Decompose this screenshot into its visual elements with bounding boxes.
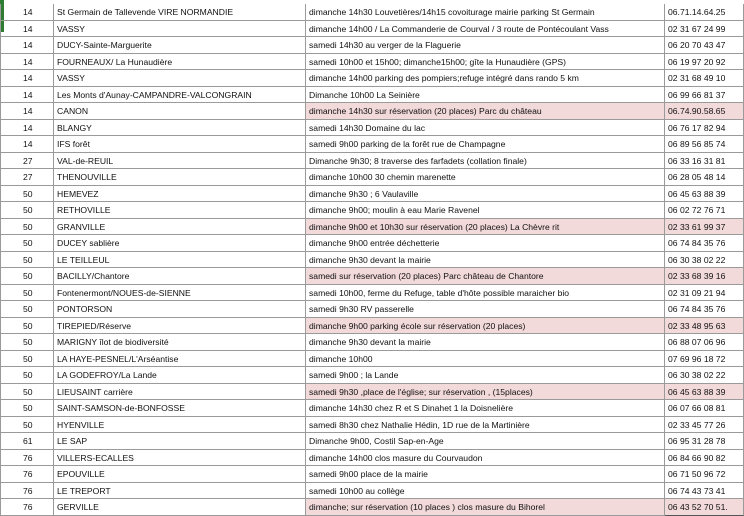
cell-schedule[interactable]: samedi 9h00 ; la Lande xyxy=(306,367,665,384)
cell-department[interactable]: 50 xyxy=(0,351,54,368)
cell-location[interactable]: HYENVILLE xyxy=(54,417,306,434)
cell-schedule[interactable]: dimanche 14h30 sur réservation (20 places) Parc du château xyxy=(306,103,665,120)
cell-department[interactable]: 14 xyxy=(0,136,54,153)
table-row xyxy=(0,87,744,104)
cell-location[interactable]: VILLERS-ECALLES xyxy=(54,450,306,467)
table-row xyxy=(0,285,744,302)
table-row xyxy=(0,301,744,318)
cell-schedule[interactable]: samedi 10h00 au collège xyxy=(306,483,665,500)
cell-location[interactable]: HEMEVEZ xyxy=(54,186,306,203)
cell-phone[interactable]: 02 33 48 95 63 xyxy=(665,318,744,335)
table-row xyxy=(0,483,744,500)
cell-phone[interactable]: 06 74 84 35 76 xyxy=(665,301,744,318)
cell-department[interactable]: 27 xyxy=(0,153,54,170)
table-row xyxy=(0,219,744,236)
table-row xyxy=(0,400,744,417)
cell-schedule[interactable]: dimanche 14h30 chez R et S Dinahet 1 la Doisnelière xyxy=(306,400,665,417)
cell-department[interactable]: 50 xyxy=(0,235,54,252)
cell-phone[interactable]: 06 07 66 08 81 xyxy=(665,400,744,417)
cell-phone[interactable]: 06 30 38 02 22 xyxy=(665,367,744,384)
cell-location[interactable]: LIEUSAINT carrière xyxy=(54,384,306,401)
table-row xyxy=(0,466,744,483)
cell-schedule[interactable]: samedi 9h00 parking de la forêt rue de Champagne xyxy=(306,136,665,153)
cell-department[interactable]: 14 xyxy=(0,70,54,87)
cell-location[interactable]: LA GODEFROY/La Lande xyxy=(54,367,306,384)
cell-schedule[interactable]: Dimanche 9h30; 8 traverse des farfadets (collation finale) xyxy=(306,153,665,170)
table-row xyxy=(0,186,744,203)
cell-department[interactable]: 50 xyxy=(0,400,54,417)
cell-phone[interactable]: 06 19 97 20 92 xyxy=(665,54,744,71)
table-row xyxy=(0,384,744,401)
cell-location[interactable]: VASSY xyxy=(54,21,306,38)
cell-schedule[interactable]: dimanche 14h00 clos masure du Courvaudon xyxy=(306,450,665,467)
cell-phone[interactable]: 06 02 72 76 71 xyxy=(665,202,744,219)
cell-location[interactable]: GRANVILLE xyxy=(54,219,306,236)
cell-department[interactable]: 50 xyxy=(0,417,54,434)
cell-location[interactable]: Les Monts d'Aunay-CAMPANDRE-VALCONGRAIN xyxy=(54,87,306,104)
cell-location[interactable]: LE TEILLEUL xyxy=(54,252,306,269)
table-row xyxy=(0,252,744,269)
table-row xyxy=(0,21,744,38)
cell-phone[interactable]: 06.74.90.58.65 xyxy=(665,103,744,120)
cell-phone[interactable]: 02 31 67 24 99 xyxy=(665,21,744,38)
cell-department[interactable]: 14 xyxy=(0,87,54,104)
table-row xyxy=(0,417,744,434)
cell-schedule[interactable]: dimanche 10h00 30 chemin marenette xyxy=(306,169,665,186)
table-row xyxy=(0,169,744,186)
cell-department[interactable]: 50 xyxy=(0,268,54,285)
table-row xyxy=(0,4,744,21)
cell-location[interactable]: RETHOVILLE xyxy=(54,202,306,219)
table-row xyxy=(0,37,744,54)
cell-location[interactable]: EPOUVILLE xyxy=(54,466,306,483)
cell-department[interactable]: 27 xyxy=(0,169,54,186)
cell-schedule[interactable]: dimanche; sur réservation (10 places ) clos masure du Bihorel xyxy=(306,499,665,516)
cell-location[interactable]: CANON xyxy=(54,103,306,120)
cell-schedule[interactable]: samedi 9h30 RV passerelle xyxy=(306,301,665,318)
cell-phone[interactable]: 02 33 61 99 37 xyxy=(665,219,744,236)
table-row xyxy=(0,433,744,450)
table-row xyxy=(0,367,744,384)
cell-location[interactable]: FOURNEAUX/ La Hunaudière xyxy=(54,54,306,71)
cell-department[interactable]: 14 xyxy=(0,103,54,120)
cell-phone[interactable]: 06 88 07 06 96 xyxy=(665,334,744,351)
table-row xyxy=(0,202,744,219)
cell-location[interactable]: DUCEY sablière xyxy=(54,235,306,252)
cell-schedule[interactable]: dimanche 14h00 / La Commanderie de Courval / 3 route de Pontécoulant Vass xyxy=(306,21,665,38)
cell-location[interactable]: Fontenermont/NOUES-de-SIENNE xyxy=(54,285,306,302)
cell-location[interactable]: SAINT-SAMSON-de-BONFOSSE xyxy=(54,400,306,417)
cell-location[interactable]: IFS forêt xyxy=(54,136,306,153)
cell-department[interactable]: 76 xyxy=(0,450,54,467)
cell-department[interactable]: 50 xyxy=(0,301,54,318)
cell-department[interactable]: 14 xyxy=(0,4,54,21)
table-row xyxy=(0,351,744,368)
cell-schedule[interactable]: dimanche 14h30 Louvetières/14h15 covoiturage mairie parking St Germain xyxy=(306,4,665,21)
cell-location[interactable]: VAL-de-REUIL xyxy=(54,153,306,170)
cell-department[interactable]: 50 xyxy=(0,186,54,203)
cell-location[interactable]: LA HAYE-PESNEL/L'Arséantise xyxy=(54,351,306,368)
cell-phone[interactable]: 02 33 68 39 16 xyxy=(665,268,744,285)
cell-phone[interactable]: 06 95 31 28 78 xyxy=(665,433,744,450)
cell-schedule[interactable]: samedi 8h30 chez Nathalie Hédin, 1D rue de la Martinière xyxy=(306,417,665,434)
cell-phone[interactable]: 06 71 50 96 72 xyxy=(665,466,744,483)
cell-schedule[interactable]: samedi 14h30 Domaine du lac xyxy=(306,120,665,137)
table-row xyxy=(0,235,744,252)
cell-schedule[interactable]: dimanche 9h00 et 10h30 sur réservation (20 places) La Chèvre rit xyxy=(306,219,665,236)
cell-phone[interactable]: 06 45 63 88 39 xyxy=(665,384,744,401)
cell-schedule[interactable]: dimanche 9h00 parking école sur réservation (20 places) xyxy=(306,318,665,335)
cell-phone[interactable]: 02 31 09 21 94 xyxy=(665,285,744,302)
cell-phone[interactable]: 06 28 05 48 14 xyxy=(665,169,744,186)
cell-phone[interactable]: 06.71.14.64.25 xyxy=(665,4,744,21)
cell-department[interactable]: 50 xyxy=(0,318,54,335)
table-row xyxy=(0,334,744,351)
cell-location[interactable]: PONTORSON xyxy=(54,301,306,318)
cell-phone[interactable]: 06 74 43 73 41 xyxy=(665,483,744,500)
cell-phone[interactable]: 06 89 56 85 74 xyxy=(665,136,744,153)
cell-schedule[interactable]: samedi 9h00 place de la mairie xyxy=(306,466,665,483)
cell-department[interactable]: 50 xyxy=(0,202,54,219)
cell-location[interactable]: BLANGY xyxy=(54,120,306,137)
cell-location[interactable]: TIREPIED/Réserve xyxy=(54,318,306,335)
cell-department[interactable]: 14 xyxy=(0,21,54,38)
table-row xyxy=(0,54,744,71)
cell-schedule[interactable]: samedi 9h30 ,place de l'église; sur réservation , (15places) xyxy=(306,384,665,401)
cell-department[interactable]: 50 xyxy=(0,219,54,236)
table-row xyxy=(0,153,744,170)
table-row xyxy=(0,318,744,335)
cell-department[interactable]: 14 xyxy=(0,120,54,137)
cell-schedule[interactable]: dimanche 9h00 entrée déchetterie xyxy=(306,235,665,252)
table-row xyxy=(0,103,744,120)
cell-phone[interactable]: 06 99 66 81 37 xyxy=(665,87,744,104)
table-row xyxy=(0,70,744,87)
cell-department[interactable]: 61 xyxy=(0,433,54,450)
cell-schedule[interactable]: Dimanche 10h00 La Seinière xyxy=(306,87,665,104)
cell-department[interactable]: 76 xyxy=(0,499,54,516)
cell-schedule[interactable]: samedi 10h00 et 15h00; dimanche15h00; gîte la Hunaudière (GPS) xyxy=(306,54,665,71)
cell-phone[interactable]: 06 45 63 88 39 xyxy=(665,186,744,203)
table-row xyxy=(0,136,744,153)
cell-schedule[interactable]: dimanche 9h30 devant la mairie xyxy=(306,334,665,351)
cell-phone[interactable]: 06 74 84 35 76 xyxy=(665,235,744,252)
cell-phone[interactable]: 06 30 38 02 22 xyxy=(665,252,744,269)
table-row xyxy=(0,499,744,516)
cell-phone[interactable]: 02 31 68 49 10 xyxy=(665,70,744,87)
cell-phone[interactable]: 07 69 96 18 72 xyxy=(665,351,744,368)
cell-department[interactable]: 14 xyxy=(0,54,54,71)
cell-schedule[interactable]: dimanche 9h00; moulin à eau Marie Ravenel xyxy=(306,202,665,219)
cell-phone[interactable]: 06 43 52 70 51. xyxy=(665,499,744,516)
cell-phone[interactable]: 06 20 70 43 47 xyxy=(665,37,744,54)
cell-phone[interactable]: 06 76 17 82 94 xyxy=(665,120,744,137)
cell-department[interactable]: 76 xyxy=(0,466,54,483)
cell-department[interactable]: 50 xyxy=(0,334,54,351)
cell-schedule[interactable]: samedi sur réservation (20 places) Parc château de Chantore xyxy=(306,268,665,285)
cell-location[interactable]: VASSY xyxy=(54,70,306,87)
cell-department[interactable]: 50 xyxy=(0,367,54,384)
cell-phone[interactable]: 06 33 16 31 81 xyxy=(665,153,744,170)
cell-location[interactable]: LE TREPORT xyxy=(54,483,306,500)
cell-location[interactable]: St Germain de Tallevende VIRE NORMANDIE xyxy=(54,4,306,21)
cell-schedule[interactable]: Dimanche 9h00, Costil Sap-en-Age xyxy=(306,433,665,450)
cell-schedule[interactable]: dimanche 9h30 ; 6 Vaulaville xyxy=(306,186,665,203)
cell-schedule[interactable]: dimanche 9h30 devant la mairie xyxy=(306,252,665,269)
table-row xyxy=(0,450,744,467)
cell-schedule[interactable]: samedi 10h00, ferme du Refuge, table d'hôte possible maraicher bio xyxy=(306,285,665,302)
cell-location[interactable]: LE SAP xyxy=(54,433,306,450)
cell-phone[interactable]: 02 33 45 77 26 xyxy=(665,417,744,434)
cell-location[interactable]: DUCY-Sainte-Marguerite xyxy=(54,37,306,54)
cell-department[interactable]: 76 xyxy=(0,483,54,500)
cell-department[interactable]: 14 xyxy=(0,37,54,54)
cell-department[interactable]: 50 xyxy=(0,285,54,302)
cell-department[interactable]: 50 xyxy=(0,384,54,401)
cell-location[interactable]: MARIGNY îlot de biodiversité xyxy=(54,334,306,351)
cell-schedule[interactable]: dimanche 14h00 parking des pompiers;refuge intégré dans rando 5 km xyxy=(306,70,665,87)
cell-schedule[interactable]: samedi 14h30 au verger de la Flaguerie xyxy=(306,37,665,54)
cell-department[interactable]: 50 xyxy=(0,252,54,269)
cell-location[interactable]: THENOUVILLE xyxy=(54,169,306,186)
cell-schedule[interactable]: dimanche 10h00 xyxy=(306,351,665,368)
cell-location[interactable]: GERVILLE xyxy=(54,499,306,516)
table-row xyxy=(0,268,744,285)
cell-phone[interactable]: 06 84 66 90 82 xyxy=(665,450,744,467)
table-row xyxy=(0,120,744,137)
cell-location[interactable]: BACILLY/Chantore xyxy=(54,268,306,285)
